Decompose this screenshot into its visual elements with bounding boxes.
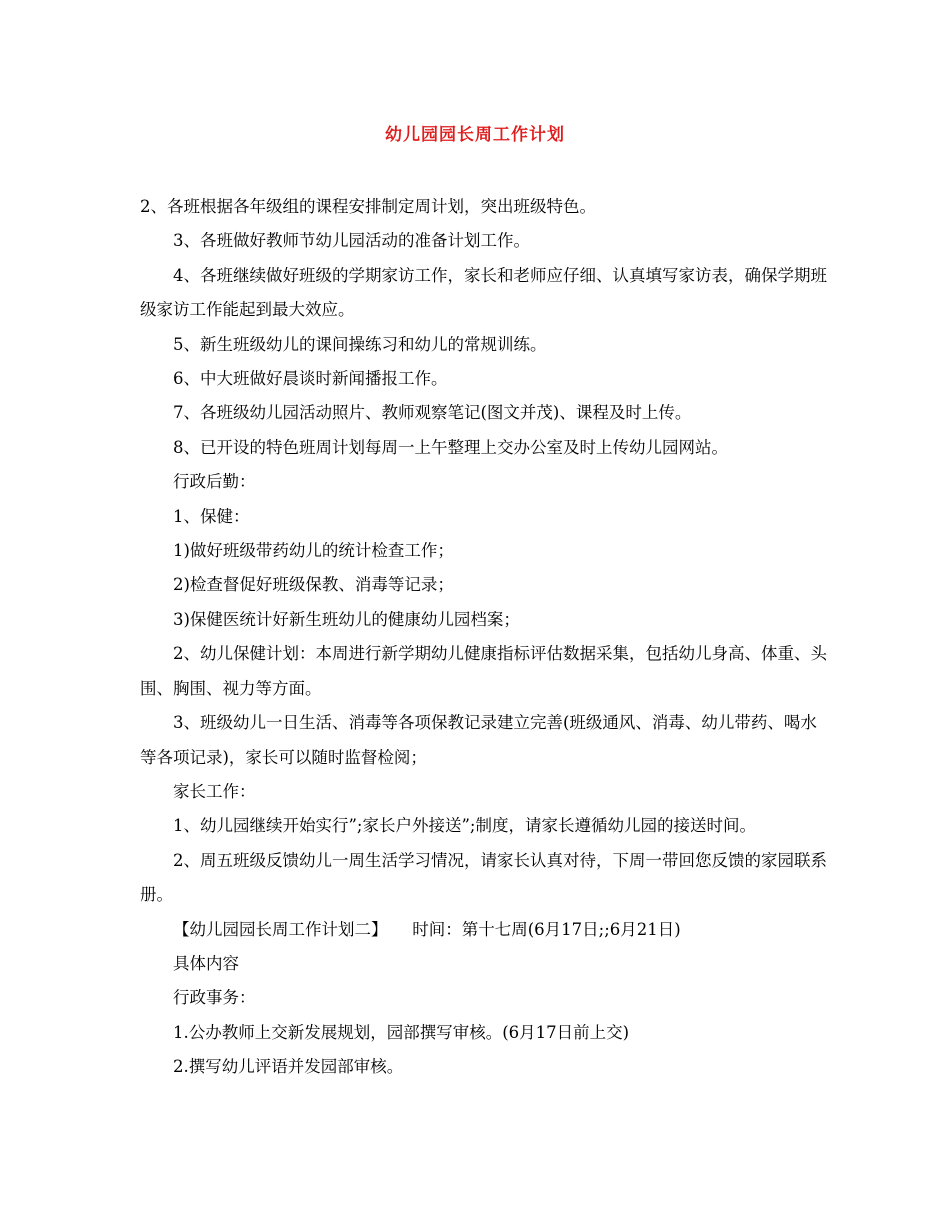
document-title: 幼儿园园长周工作计划 (385, 125, 565, 145)
paragraph: 3)保健医统计好新生班幼儿的健康幼儿园档案； (173, 609, 520, 629)
paragraph: 2、各班根据各年级组的课程安排制定周计划，突出班级特色。 (140, 197, 596, 216)
paragraph: 5、新生班级幼儿的课间操练习和幼儿的常规训练。 (173, 334, 547, 354)
paragraph: 1.公办教师上交新发展规划，园部撰写审核。(6月17日前上交) (173, 1022, 630, 1042)
paragraph: 具体内容 (173, 953, 239, 973)
paragraph: 3、各班做好教师节幼儿园活动的准备计划工作。 (173, 231, 530, 251)
document-body (140, 190, 830, 1085)
paragraph: 1、保健： (173, 506, 250, 526)
section-heading: 行政事务： (173, 988, 256, 1008)
section-heading: 【幼儿园园长周工作计划二】 时间：第十七周(6月17日;;6月21日) (173, 919, 681, 939)
section-heading: 家长工作： (173, 781, 256, 801)
paragraph: 2.撰写幼儿评语并发园部审核。 (173, 1057, 404, 1077)
paragraph: 4、各班继续做好班级的学期家访工作，家长和老师应仔细、认真填写家访表，确保学期班级家访工作能起到最大效应。 (140, 265, 827, 320)
paragraph: 3、班级幼儿一日生活、消毒等各项保教记录建立完善(班级通风、消毒、幼儿带药、喝水等各项记录)，家长可以随时监督检阅； (140, 713, 817, 767)
paragraph: 2)检查督促好班级保教、消毒等记录； (173, 575, 454, 595)
paragraph: 8、已开设的特色班周计划每周一上午整理上交办公室及时上传幼儿园网站。 (173, 437, 728, 457)
paragraph: 1)做好班级带药幼儿的统计检查工作； (173, 541, 454, 561)
paragraph: 6、中大班做好晨谈时新闻播报工作。 (173, 369, 448, 389)
paragraph: 7、各班级幼儿园活动照片、教师观察笔记(图文并茂)、课程及时上传。 (173, 403, 692, 423)
paragraph: 1、幼儿园继续开始实行”;家长户外接送”;制度，请家长遵循幼儿园的接送时间。 (173, 816, 756, 836)
paragraph: 2、周五班级反馈幼儿一周生活学习情况，请家长认真对待，下周一带回您反馈的家园联系册。 (140, 850, 827, 905)
paragraph: 2、幼儿保健计划：本周进行新学期幼儿健康指标评估数据采集，包括幼儿身高、体重、头围、胸围、视力等方面。 (140, 644, 827, 698)
section-heading: 行政后勤： (173, 472, 256, 492)
